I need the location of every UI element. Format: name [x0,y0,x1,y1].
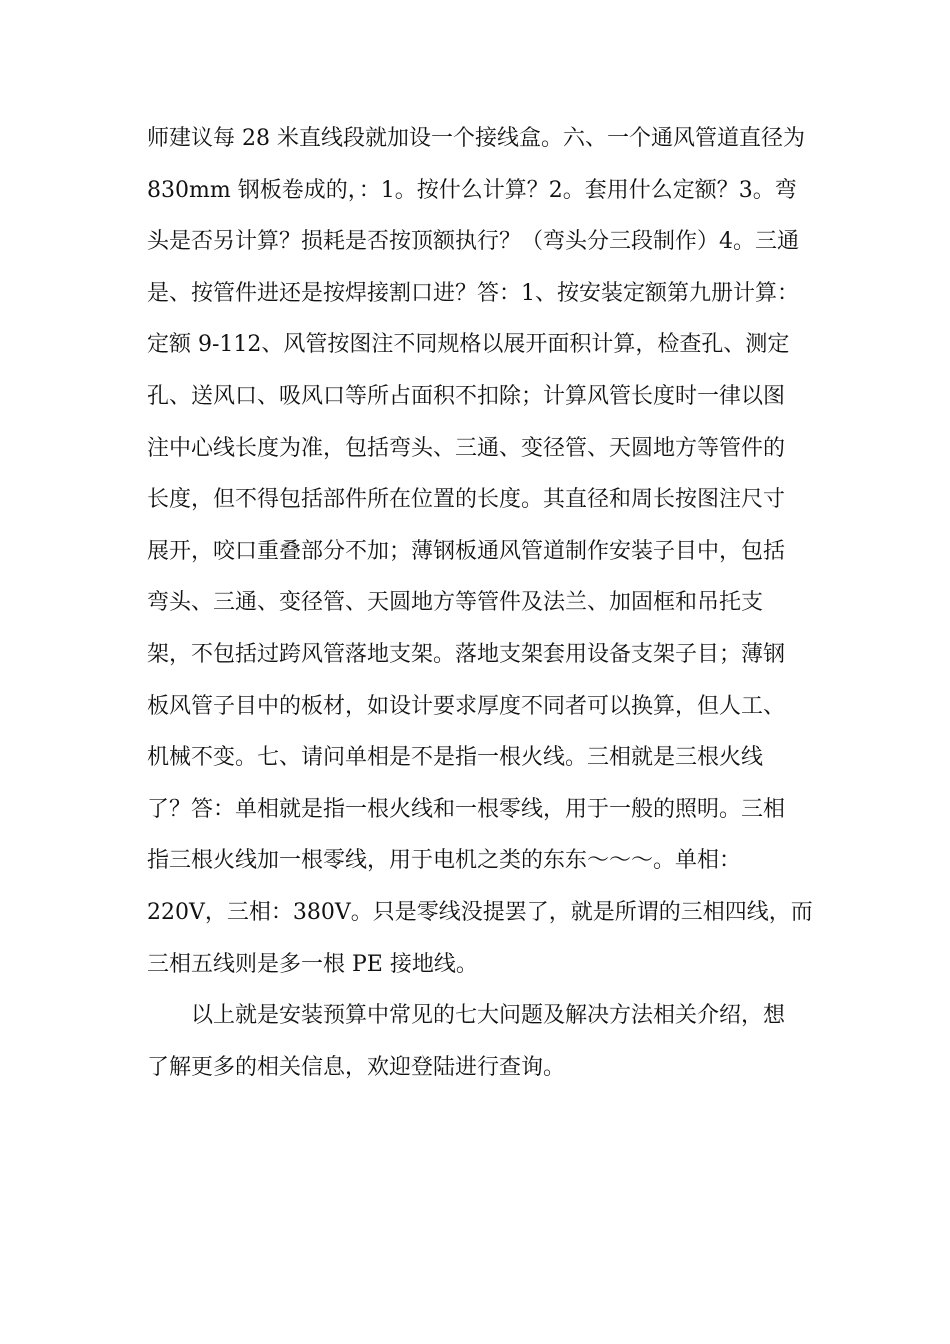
text-line: 头是否另计算？损耗是否按顶额执行？（弯头分三段制作）4。三通 [147,229,799,255]
text-line: 以上就是安装预算中常见的七大问题及解决方法相关介绍，想 [191,1003,786,1029]
text-line: 定额 9-112、风管按图注不同规格以展开面积计算，检查孔、测定 [147,332,790,358]
text-line: 弯头、三通、变径管、天圆地方等管件及法兰、加固框和吊托支 [147,590,764,616]
text-line: 830mm 钢板卷成的，：1。按什么计算？2。套用什么定额？3。弯 [147,177,797,203]
paragraph-1 [147,118,812,995]
text-line: 了？答：单相就是指一根火线和一根零线，用于一般的照明。三相 [147,796,786,822]
text-line: 220V，三相：380V。只是零线没提罢了，就是所谓的三相四线，而 [147,899,813,925]
text-line: 孔、送风口、吸风口等所占面积不扣除；计算风管长度时一律以图 [147,383,786,409]
text-line: 师建议每 28 米直线段就加设一个接线盒。六、一个通风管道直径为 [147,126,805,151]
text-line: 展开，咬口重叠部分不加；薄钢板通风管道制作安装子目中，包括 [147,538,786,564]
paragraph-2 [147,995,812,1098]
text-line: 机械不变。七、请问单相是不是指一根火线。三相就是三根火线 [147,745,764,771]
text-line: 指三根火线加一根零线，用于电机之类的东东～～～。单相： [147,848,742,874]
text-line: 了解更多的相关信息，欢迎登陆进行查询。 [147,1054,566,1080]
text-line: 架，不包括过跨风管落地支架。落地支架套用设备支架子目；薄钢 [147,641,786,667]
document-body [147,118,812,1098]
text-line: 注中心线长度为准，包括弯头、三通、变径管、天圆地方等管件的 [147,435,786,461]
text-line: 是、按管件进还是按焊接割口进？答：1、按安装定额第九册计算： [147,280,799,306]
text-line: 板风管子目中的板材，如设计要求厚度不同者可以换算，但人工、 [147,693,786,719]
text-line: 长度，但不得包括部件所在位置的长度。其直径和周长按图注尺寸 [147,487,786,513]
text-line: 三相五线则是多一根 PE 接地线。 [147,951,478,977]
